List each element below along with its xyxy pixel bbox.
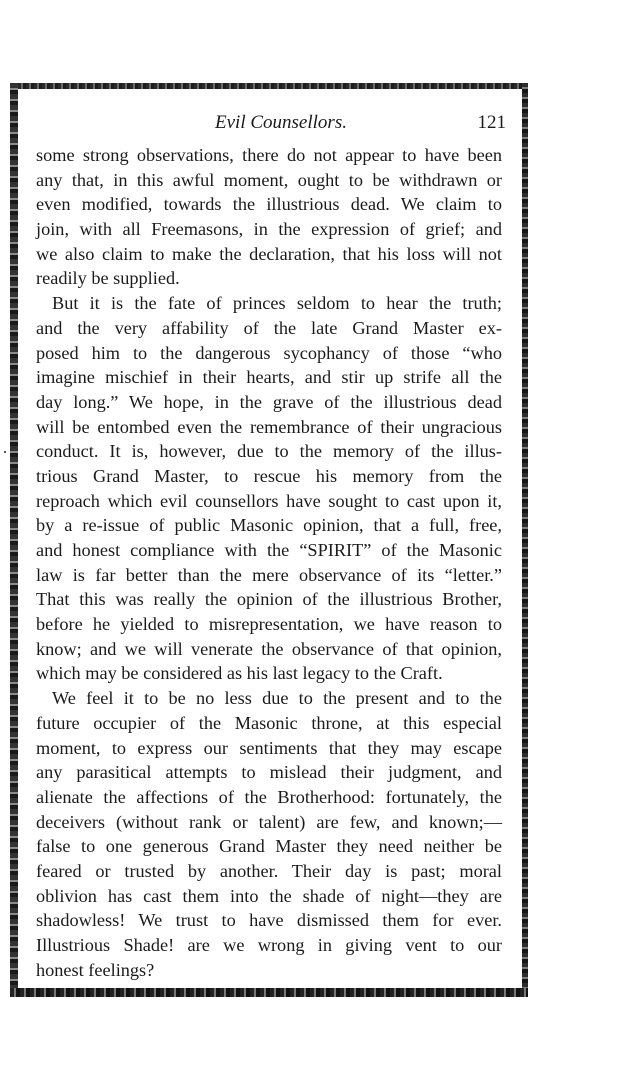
text-line: know; and we will venerate the observance of that opinion,: [36, 638, 502, 659]
text-line: which may be considered as his last legacy to the Craft.: [36, 663, 443, 684]
text-line: law is far better than the mere observance of its “letter.”: [36, 564, 502, 585]
body-text: [36, 143, 502, 982]
text-line: reproach which evil counsellors have sought to cast upon it,: [36, 490, 502, 511]
text-line: We feel it to be no less due to the present and to the: [52, 688, 502, 709]
text-line: and the very affability of the late Grand Master ex-: [36, 317, 502, 338]
page-frame-right: [522, 83, 528, 997]
text-line: alienate the affections of the Brotherhood: fortunately, the: [36, 786, 502, 807]
text-line: before he yielded to misrepresentation, we have reason to: [36, 614, 502, 635]
text-line: But it is the fate of princes seldom to hear the truth;: [52, 293, 502, 314]
text-line: oblivion has cast them into the shade of night—they are: [36, 885, 502, 906]
text-line: readily be supplied.: [36, 268, 180, 289]
text-line: posed him to the dangerous sycophancy of those “who: [36, 342, 502, 363]
text-line: Illustrious Shade! are we wrong in giving vent to our: [36, 935, 502, 955]
text-line: conduct. It is, however, due to the memory of the illus-: [36, 441, 502, 462]
scan-speck: [4, 451, 6, 453]
text-line: future occupier of the Masonic throne, at this especial: [36, 712, 502, 733]
page-number: 121: [477, 112, 506, 133]
text-line: by a re-issue of public Masonic opinion, that a full, free,: [36, 515, 502, 536]
text-line: any that, in this awful moment, ought to be withdrawn or: [36, 169, 502, 190]
text-line: and honest compliance with the “SPIRIT” of the Masonic: [36, 540, 502, 560]
text-line: false to one generous Grand Master they need neither be: [36, 836, 502, 857]
text-line: feared or trusted by another. Their day is past; moral: [36, 860, 502, 881]
text-line: join, with all Freemasons, in the expression of grief; and: [36, 219, 502, 240]
page-frame-top: [10, 83, 528, 89]
text-line: imagine mischief in their hearts, and stir up strife all the: [36, 367, 502, 388]
text-line: day long.” We hope, in the grave of the illustrious dead: [36, 391, 502, 412]
text-line: we also claim to make the declaration, that his loss will not: [36, 243, 502, 264]
text-line: honest feelings?: [36, 959, 155, 980]
page-header: [36, 112, 506, 136]
running-head: Evil Counsellors.: [215, 112, 347, 133]
text-line: will be entombed even the remembrance of their ungracious: [36, 416, 502, 437]
text-line: deceivers (without rank or talent) are few, and known;—: [36, 811, 502, 832]
page-frame-left: [10, 83, 18, 997]
text-line: trious Grand Master, to rescue his memory from the: [36, 465, 502, 486]
text-line: even modified, towards the illustrious dead. We claim to: [36, 194, 502, 215]
text-line: some strong observations, there do not appear to have been: [36, 145, 502, 165]
text-line: That this was really the opinion of the illustrious Brother,: [36, 589, 502, 610]
text-line: shadowless! We trust to have dismissed them for ever.: [36, 910, 502, 931]
page-frame-bottom: [10, 988, 528, 997]
text-line: moment, to express our sentiments that they may escape: [36, 737, 502, 758]
text-line: any parasitical attempts to mislead their judgment, and: [36, 762, 502, 783]
